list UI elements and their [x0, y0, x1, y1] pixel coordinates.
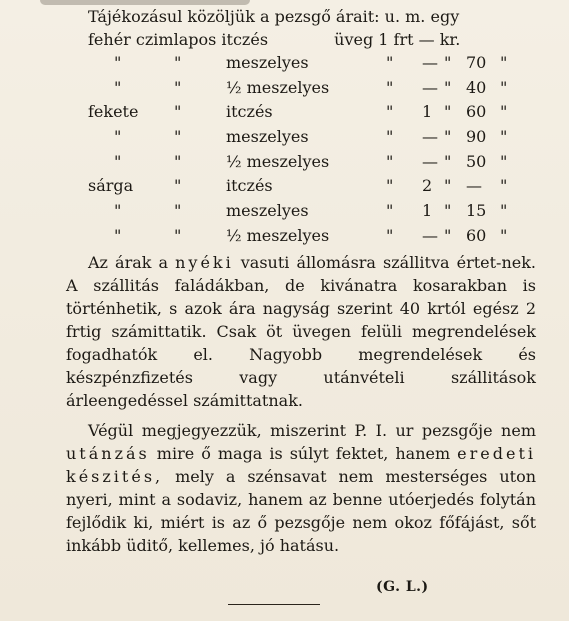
ditto-mark: " — [386, 77, 394, 97]
ditto-mark: " — [444, 77, 452, 97]
price-row — [66, 199, 536, 224]
price-frt: — — [422, 225, 438, 245]
paragraph2-mid: mire ő maga is súlyt fektet, hanem — [149, 443, 458, 463]
ditto-mark: " — [386, 176, 394, 196]
price-kr: 50 — [466, 151, 487, 171]
ditto-mark: " — [444, 53, 452, 72]
ditto-mark: " — [386, 225, 394, 245]
price-frt: 2 — [422, 176, 433, 196]
paragraph2-spaced-2: eredeti készités, — [66, 443, 536, 486]
ditto-mark: " — [500, 53, 508, 72]
price-type: meszelyes — [226, 53, 309, 72]
ditto-mark: " — [174, 102, 182, 122]
ditto-mark: " — [174, 201, 182, 221]
price-frt: — — [422, 127, 438, 147]
price-kr: 15 — [466, 201, 487, 221]
price-kr: 70 — [466, 53, 487, 72]
price-type: ½ meszelyes — [226, 151, 330, 171]
price-kr: 40 — [466, 77, 487, 97]
ditto-mark: " — [500, 127, 508, 147]
price-type: itczés — [226, 102, 273, 122]
paragraph2-lead: Végül megjegyezzük, miszerint P. I. ur pezsgője nem — [88, 420, 536, 440]
ditto-mark: " — [444, 151, 452, 171]
ditto-mark: " — [114, 151, 122, 171]
ditto-mark: " — [500, 151, 508, 171]
signature: (G. L.) — [376, 579, 429, 595]
price-frt: 1 — [422, 201, 433, 221]
paragraph-conclusion — [66, 419, 536, 557]
ditto-mark: " — [444, 176, 452, 196]
price-type: itczés — [226, 176, 273, 196]
price-kr: 60 — [466, 102, 487, 122]
paragraph1-spaced: nyéki — [175, 252, 234, 272]
ditto-mark: " — [114, 201, 122, 221]
ditto-mark: " — [174, 127, 182, 147]
ditto-mark: " — [174, 176, 182, 196]
price-row — [66, 150, 536, 175]
price-frt: 1 — [422, 102, 433, 122]
ditto-mark: " — [114, 225, 122, 245]
ditto-mark: " — [174, 77, 182, 97]
ditto-mark: " — [500, 176, 508, 196]
ditto-mark: " — [500, 225, 508, 245]
ditto-mark: " — [500, 201, 508, 221]
ditto-mark: " — [174, 151, 182, 171]
ditto-mark: " — [386, 151, 394, 171]
price-frt: — — [422, 77, 438, 97]
ditto-mark: " — [386, 201, 394, 221]
ditto-mark: " — [444, 102, 452, 122]
ditto-mark: " — [444, 127, 452, 147]
ditto-mark: " — [114, 127, 122, 147]
price-row — [66, 174, 536, 199]
price-table — [66, 51, 536, 249]
paragraph1-lead: Az árak a — [88, 252, 176, 272]
price-row — [66, 224, 536, 249]
price-type: ½ meszelyes — [226, 77, 330, 97]
ditto-mark: " — [444, 201, 452, 221]
ditto-mark: " — [114, 77, 122, 97]
price-kr: — — [466, 176, 482, 196]
paragraph2-rest: mely a szénsavat nem mesterséges uton nyeri, mint a sodaviz, hanem az benne utóerjedés folytán fejlődik ki, miért is az ő pezsgője nem okoz főfájást, sőt inkább üditő, kellemes, jó hatásu. — [66, 466, 536, 555]
ditto-mark: " — [386, 53, 394, 72]
paragraph-prices-shipping — [66, 251, 536, 412]
ditto-mark: " — [386, 127, 394, 147]
price-type: ½ meszelyes — [226, 225, 330, 245]
intro-line-1: Tájékozásul közöljük a pezsgő árait: u. m. egy — [88, 7, 460, 26]
intro-line-2: fehér czimlapos itczés üveg 1 frt — kr. — [88, 30, 461, 49]
price-row — [66, 51, 536, 76]
price-type: meszelyes — [226, 201, 309, 221]
ditto-mark: " — [114, 53, 122, 72]
ditto-mark: " — [500, 102, 508, 122]
ditto-mark: " — [174, 225, 182, 245]
price-kr: 60 — [466, 225, 487, 245]
price-row — [66, 125, 536, 150]
document-content — [66, 5, 536, 557]
ditto-mark: " — [444, 225, 452, 245]
ditto-mark: " — [386, 102, 394, 122]
ditto-mark: " — [174, 53, 182, 72]
price-type: meszelyes — [226, 127, 309, 147]
price-frt: — — [422, 53, 438, 72]
paragraph1-rest: vasuti állomásra szállitva értet-nek. A szállitás faládákban, de kivánatra kosarakban is történhetik, s azok ára nagyság szerint 40 krtól egész 2 frtig számittatik. Csak öt üvegen felüli megrendelések fogadhatók el. Nagyobb megrendelések és készpénzfizetés vagy utánvételi szállitások árleengedéssel számittatnak. — [66, 252, 537, 410]
closing-rule — [228, 604, 320, 605]
price-row — [66, 76, 536, 101]
paragraph2-spaced-1: utánzás — [66, 443, 150, 463]
ditto-mark: " — [500, 77, 508, 97]
price-color: fekete — [88, 102, 139, 122]
price-color: sárga — [88, 176, 134, 196]
price-kr: 90 — [466, 127, 487, 147]
price-row — [66, 100, 536, 125]
intro-block — [88, 5, 536, 51]
price-frt: — — [422, 151, 438, 171]
